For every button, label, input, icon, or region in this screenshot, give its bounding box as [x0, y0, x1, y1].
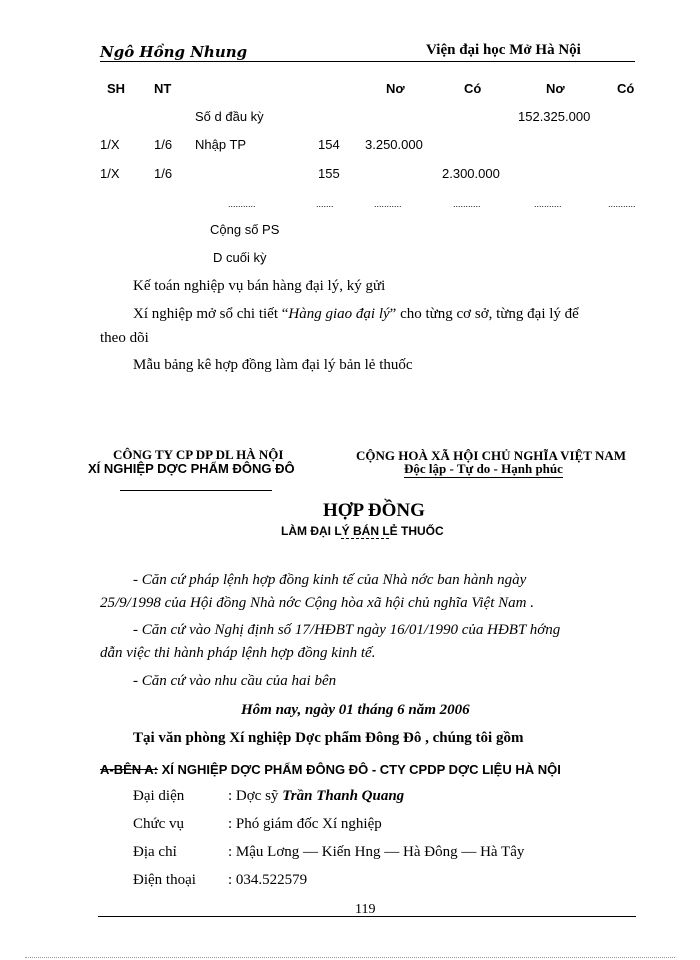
address-value: : Mậu Lơng — Kiến Hng — Hà Đông — Hà Tây	[228, 844, 525, 860]
row-nt: 1/6	[154, 137, 173, 152]
col-header-debit: Nơ	[386, 81, 405, 96]
header-rule	[100, 61, 635, 62]
dots: ...........	[374, 199, 402, 209]
basis-1-cont: 25/9/1998 của Hội đồng Nhà nớc Cộng hòa xã hội chủ nghĩa Việt Nam .	[100, 595, 534, 611]
row-account: 155	[318, 166, 340, 181]
col-header-nt: NT	[154, 81, 172, 96]
party-a-label: A-BÊN A:	[100, 762, 159, 777]
paragraph-continuation: theo dõi	[100, 330, 149, 346]
col-header-sh: SH	[107, 81, 126, 96]
contract-place: Tại văn phòng Xí nghiệp Dợc phẩm Đông Đô , chúng tôi gồm	[133, 730, 524, 746]
row-desc: Nhập TP	[195, 137, 247, 152]
basis-1: - Căn cứ pháp lệnh hợp đồng kinh tế của Nhà nớc ban hành ngày	[133, 572, 527, 588]
paragraph: Kế toán nghiệp vụ bán hàng đại lý, ký gửi	[133, 278, 386, 294]
dots: ...........	[608, 199, 636, 209]
institution-name: Viện đại học Mở Hà Nội	[426, 42, 581, 58]
opening-balance-label: Số d đầu kỳ	[195, 109, 264, 124]
phone-value: : 034.522579	[228, 872, 308, 888]
row-nt: 1/6	[154, 166, 173, 181]
rep-label: Đại diện	[133, 788, 185, 804]
row-sh: 1/X	[100, 137, 120, 152]
dots: .......	[316, 199, 334, 209]
contract-title: HỢP ĐỒNG	[323, 500, 425, 521]
basis-3: - Căn cứ vào nhu cầu của hai bên	[133, 673, 337, 689]
position-value: : Phó giám đốc Xí nghiệp	[228, 816, 382, 832]
basis-2: - Căn cứ vào Nghị định số 17/HĐBT ngày 16/01/1990 của HĐBT hớng	[133, 622, 561, 638]
party-a-line	[100, 762, 561, 777]
subtitle-underline	[341, 538, 389, 539]
address-label: Địa chỉ	[133, 844, 177, 860]
row-sh: 1/X	[100, 166, 120, 181]
party-a-name: XÍ NGHIỆP DỢC PHẨM ĐÔNG ĐÔ - CTY CPDP DỢC LIỆU HÀ NỘI	[158, 762, 561, 777]
dots: ...........	[228, 199, 256, 209]
republic-name: CỘNG HOÀ XÃ HỘI CHỦ NGHĨA VIỆT NAM	[356, 448, 627, 463]
row-account: 154	[318, 137, 340, 152]
dots: ...........	[453, 199, 481, 209]
col-header-credit: Có	[464, 81, 482, 96]
phone-label: Điện thoại	[133, 872, 196, 888]
paragraph: Mẫu bảng kê hợp đồng làm đại lý bản lẻ thuốc	[133, 357, 413, 373]
contract-date: Hôm nay, ngày 01 tháng 6 năm 2006	[241, 702, 470, 718]
row-credit: 2.300.000	[442, 166, 500, 181]
col-header-balance-debit: Nơ	[546, 81, 565, 96]
company-name: CÔNG TY CP DP DL HÀ NỘI	[113, 447, 284, 462]
page-number: 119	[355, 902, 376, 917]
opening-balance-value: 152.325.000	[518, 109, 591, 124]
rep-value: : Dợc sỹ Trần Thanh Quang	[228, 788, 405, 804]
dots: ...........	[534, 199, 562, 209]
paragraph: Xí nghiệp mở sổ chi tiết “Hàng giao đại lý” cho từng cơ sở, từng đại lý để	[133, 306, 579, 322]
page-edge	[25, 957, 675, 958]
contract-subtitle: LÀM ĐẠI LÝ BÁN LẺ THUỐC	[281, 524, 444, 538]
closing-balance-label: D cuối kỳ	[213, 250, 267, 265]
author-name: Ngô Hồng Nhung	[100, 43, 248, 61]
company-underline	[120, 490, 272, 491]
position-label: Chức vụ	[133, 816, 185, 832]
basis-2-cont: dẫn việc thi hành pháp lệnh hợp đồng kinh tế.	[100, 645, 376, 661]
footer-rule	[98, 916, 636, 917]
col-header-balance-credit: Có	[617, 81, 635, 96]
total-label: Cộng số PS	[210, 222, 280, 237]
enterprise-name: XÍ NGHIỆP DỢC PHẨM ĐÔNG ĐÔ	[88, 461, 295, 476]
row-debit: 3.250.000	[365, 137, 423, 152]
national-motto: Độc lập - Tự do - Hạnh phúc	[404, 461, 563, 476]
